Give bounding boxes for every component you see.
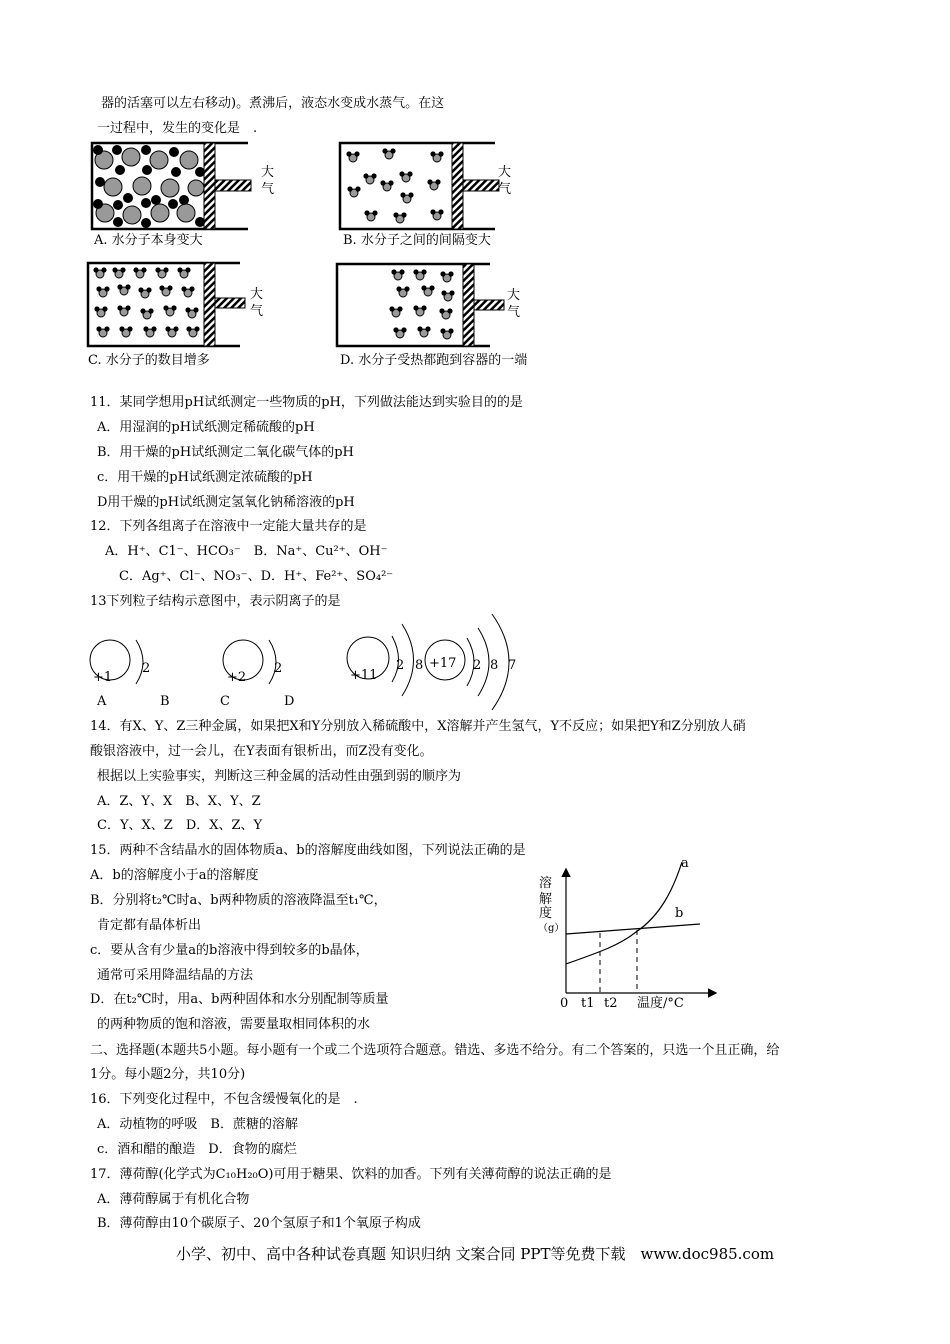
figure-c-container [88, 263, 245, 346]
q11-option-d: D用干燥的pH试纸测定氢氧化钠稀溶液的pH [97, 495, 355, 510]
graph-ylabel-2: 解 [539, 892, 553, 907]
q13-c-shell: 2 [274, 661, 283, 676]
q14-options-1: A．Z、Y、X B、X、Y、Z [97, 794, 261, 809]
figure-d-container [337, 264, 504, 346]
graph-ylabel-3: 度 [539, 906, 553, 921]
curve-b [566, 924, 700, 934]
q13-label-a: A [97, 694, 107, 709]
q15-option-b-2: 肯定都有晶体析出 [97, 918, 202, 933]
q13-c-nucleus: +2 [227, 670, 247, 685]
graph-origin: 0 [560, 996, 569, 1011]
q13-d2-shell-2: 8 [490, 658, 499, 673]
atm-label-c-bottom: 气 [250, 304, 264, 319]
intro-line1: 器的活塞可以左右移动)。煮沸后，液态水变成水蒸气。在这 [101, 96, 445, 111]
q15-option-b-1: B．分别将t₂℃时a、b两种物质的溶液降温至t₁℃， [90, 893, 387, 908]
q16-stem: 16．下列变化过程中，不包含缓慢氧化的是 . [90, 1092, 358, 1107]
graph-ylabel-4: （g） [538, 923, 565, 934]
figure-d-caption: D. 水分子受热都跑到容器的一端 [340, 353, 528, 368]
q13-d2-shell-3: 7 [508, 658, 517, 673]
q15-option-a: A．b的溶解度小于a的溶解度 [90, 868, 259, 883]
page-footer: 小学、初中、高中各种试卷真题 知识归纳 文案合同 PPT等免费下载 www.doc985.com [176, 1245, 775, 1263]
figure-a-container [92, 143, 251, 229]
q12-row2: C．Ag⁺、Cl⁻、NO₃⁻、D．H⁺、Fe²⁺、SO₄²⁻ [119, 569, 394, 584]
graph-ylabel-1: 溶 [539, 876, 553, 891]
graph-curve-a-label: a [681, 856, 689, 871]
section2-line2: 1分。每小题2分，共10分) [90, 1067, 246, 1082]
q17-stem: 17．薄荷醇(化学式为C₁₀H₂₀O)可用于糖果、饮料的加香。下列有关薄荷醇的说法正确的是 [90, 1167, 612, 1182]
q15-option-d-2: 的两种物质的饱和溶液，需要量取相同体积的水 [97, 1017, 371, 1032]
curve-a [566, 862, 682, 964]
atm-label-d-bottom: 气 [507, 305, 521, 320]
q13-stem: 13下列粒子结构示意图中，表示阴离子的是 [90, 594, 341, 609]
q13-diagrams [0, 600, 560, 710]
q11-option-a: A．用湿润的pH试纸测定稀硫酸的pH [97, 420, 315, 435]
q13-label-d: D [284, 694, 295, 709]
q11-stem: 11．某同学想用pH试纸测定一些物质的pH，下列做法能达到实验目的的是 [90, 395, 523, 410]
graph-xlabel: 温度/°C [637, 996, 684, 1011]
atm-label-d-top: 大 [507, 288, 521, 303]
q15-option-c-1: c．要从含有少量a的b溶液中得到较多的b晶体， [90, 943, 369, 958]
atm-label-b-top: 大 [498, 165, 512, 180]
q13-d1-shell-1: 2 [396, 658, 405, 673]
q13-label-b: B [160, 694, 170, 709]
q17-option-a: A．薄荷醇属于有机化合物 [97, 1192, 250, 1207]
q12-stem: 12．下列各组离子在溶液中一定能大量共存的是 [90, 519, 367, 534]
q17-option-b: B．薄荷醇由10个碳原子、20个氢原子和1个氧原子构成 [97, 1216, 421, 1231]
figure-b-container [340, 143, 499, 229]
atm-label-c-top: 大 [250, 287, 264, 302]
atm-label-b-bottom: 气 [498, 182, 512, 197]
figure-c-caption: C. 水分子的数目增多 [88, 353, 210, 368]
q12-row1: A．H⁺、C1⁻、HCO₃⁻ B．Na⁺、Cu²⁺、OH⁻ [105, 544, 388, 559]
q14-line3: 根据以上实验事实，判断这三种金属的活动性由强到弱的顺序为 [97, 769, 462, 784]
q14-line2: 酸银溶液中，过一会儿，在Y表面有银析出，而Z没有变化。 [90, 744, 433, 759]
q13-d2-shell-1: 2 [473, 658, 482, 673]
graph-t1-label: t1 [581, 996, 595, 1011]
figure-b-caption: B. 水分子之间的间隔变大 [343, 233, 491, 248]
q14-options-2: C．Y、X、Z D．X、Z、Y [97, 818, 263, 833]
graph-t2-label: t2 [604, 996, 618, 1011]
q16-options-2: c．酒和醋的酿造 D．食物的腐烂 [97, 1142, 297, 1157]
intro-line2: 一过程中，发生的变化是 . [97, 121, 258, 136]
q15-option-d-1: D．在t₂℃时，用a、b两种固体和水分别配制等质量 [90, 992, 389, 1007]
q11-option-c: c．用干燥的pH试纸测定浓硫酸的pH [97, 470, 313, 485]
q13-d2-nucleus: +17 [429, 656, 457, 671]
q15-option-c-2: 通常可采用降温结晶的方法 [97, 968, 254, 983]
q13-a-shell: 2 [142, 661, 151, 676]
q16-options-1: A．动植物的呼吸 B．蔗糖的溶解 [97, 1117, 298, 1132]
q11-option-b: B．用干燥的pH试纸测定二氧化碳气体的pH [97, 445, 354, 460]
q13-label-c: C [220, 694, 230, 709]
section2-line1: 二、选择题(本题共5小题。每小题有一个或二个选项符合题意。错选、多选不给分。有二个答案的，只选一个且正确，给 [90, 1043, 780, 1058]
atm-label-a-bottom: 气 [261, 182, 275, 197]
graph-curve-b-label: b [675, 906, 684, 921]
q13-d1-shell-2: 8 [415, 658, 424, 673]
q13-a-nucleus: +1 [93, 670, 113, 685]
q13-d1-nucleus: +11 [350, 668, 378, 683]
q14-line1: 14．有X、Y、Z三种金属，如果把X和Y分别放入稀硫酸中，X溶解并产生氢气，Y不反应；如果把Y和Z分别放人硝 [90, 719, 746, 734]
figure-a-caption: A. 水分子本身变大 [94, 233, 203, 248]
q10-figures [0, 0, 950, 380]
atm-label-a-top: 大 [261, 165, 275, 180]
q15-stem: 15．两种不含结晶水的固体物质a、b的溶解度曲线如图，下列说法正确的是 [90, 843, 526, 858]
